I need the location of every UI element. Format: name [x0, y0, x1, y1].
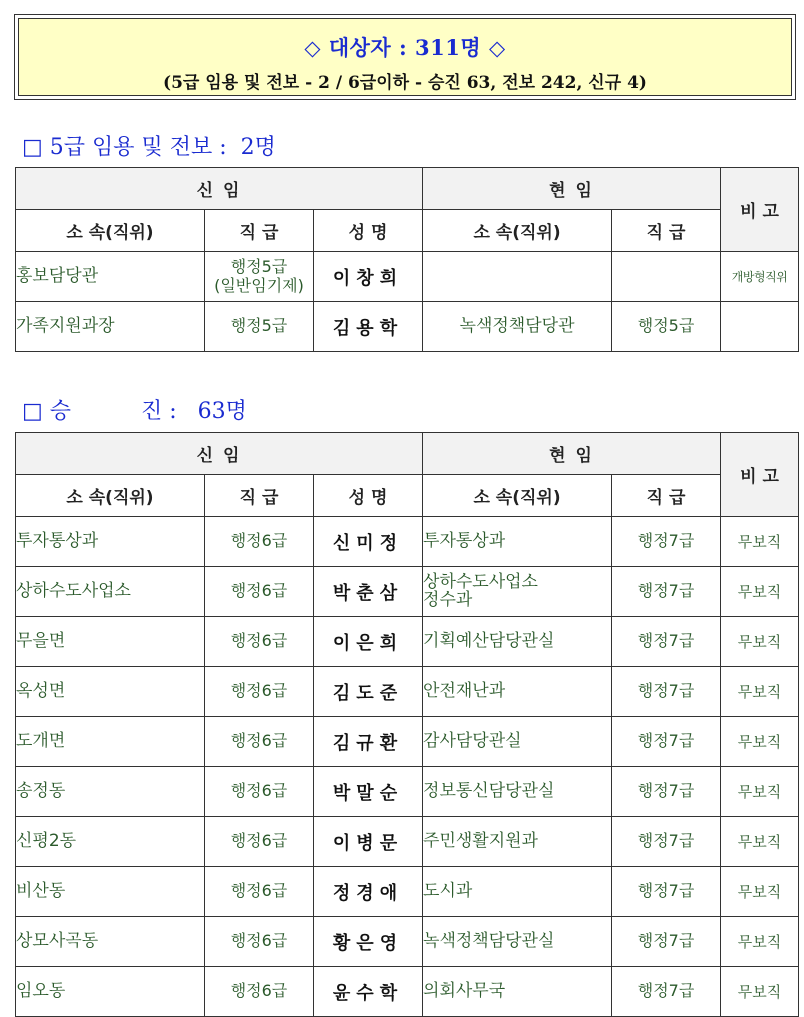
col-cur-org: 소 속(직위) [423, 210, 612, 252]
new-grade [205, 252, 314, 302]
new-grade: 행정6급 [205, 967, 314, 1017]
new-org: 가족지원과장 [16, 302, 205, 352]
col-cur-grade: 직 급 [612, 210, 721, 252]
new-grade: 행정6급 [205, 817, 314, 867]
cur-org: 녹색정책담당관실 [423, 917, 612, 967]
new-org: 상모사곡동 [16, 917, 205, 967]
new-grade: 행정6급 [205, 867, 314, 917]
table-row [16, 817, 799, 867]
cur-grade: 행정7급 [612, 567, 721, 617]
new-org: 도개면 [16, 717, 205, 767]
group-header-new: 신 임 [16, 168, 423, 210]
cur-grade: 행정7급 [612, 667, 721, 717]
table-row [16, 917, 799, 967]
cur-grade: 행정7급 [612, 517, 721, 567]
cur-grade [612, 252, 721, 302]
cur-org: 의회사무국 [423, 967, 612, 1017]
new-grade: 행정6급 [205, 917, 314, 967]
cur-grade: 행정5급 [612, 302, 721, 352]
banner-title: ◇ 대상자 : 311명 ◇ [304, 35, 506, 60]
col-name: 성 명 [314, 210, 423, 252]
note: 무보직 [721, 617, 799, 667]
new-grade: 행정5급 [205, 302, 314, 352]
new-org: 임오동 [16, 967, 205, 1017]
note-header: 비 고 [721, 433, 799, 517]
cur-org: 정보통신담당관실 [423, 767, 612, 817]
col-new-grade: 직 급 [205, 475, 314, 517]
note: 무보직 [721, 817, 799, 867]
cur-org: 도시과 [423, 867, 612, 917]
person-name: 윤수학 [314, 967, 423, 1017]
section-title-promotion [22, 394, 247, 425]
new-grade: 행정6급 [205, 767, 314, 817]
col-new-grade: 직 급 [205, 210, 314, 252]
table-row [16, 767, 799, 817]
table-promotion [15, 432, 799, 1017]
person-name: 황은영 [314, 917, 423, 967]
new-grade: 행정6급 [205, 667, 314, 717]
cur-org-line1: 상하수도사업소 [423, 571, 538, 592]
table-row [16, 617, 799, 667]
new-org: 홍보담당관 [16, 252, 205, 302]
cur-org-line2: 정수과 [423, 589, 473, 610]
new-grade: 행정6급 [205, 717, 314, 767]
new-org: 송정동 [16, 767, 205, 817]
cur-grade: 행정7급 [612, 967, 721, 1017]
group-header-new: 신 임 [16, 433, 423, 475]
section-title-grade5: □ 5급 임용 및 전보 : 2명 [22, 135, 276, 160]
banner-subtitle: (5급 임용 및 전보 - 2 / 6급이하 - 승진 63, 전보 242, 신규 4) [163, 73, 647, 93]
col-cur-grade: 직 급 [612, 475, 721, 517]
cur-org [423, 252, 612, 302]
new-org: 무을면 [16, 617, 205, 667]
note: 무보직 [721, 767, 799, 817]
note: 무보직 [721, 867, 799, 917]
cur-org: 녹색정책담당관 [423, 302, 612, 352]
promotion-rows [16, 517, 799, 1017]
note: 무보직 [721, 917, 799, 967]
group-header-current: 현 임 [423, 168, 721, 210]
note: 무보직 [721, 717, 799, 767]
new-grade-sub: (일반임기제) [214, 275, 304, 295]
note: 개방형직위 [721, 252, 799, 302]
table-grade5 [15, 167, 799, 352]
new-org: 상하수도사업소 [16, 567, 205, 617]
table-row [16, 302, 799, 352]
person-name: 이창희 [314, 252, 423, 302]
person-name: 이병문 [314, 817, 423, 867]
cur-grade: 행정7급 [612, 817, 721, 867]
cur-org: 투자통상과 [423, 517, 612, 567]
person-name: 박말순 [314, 767, 423, 817]
table-row [16, 517, 799, 567]
person-name: 신미정 [314, 517, 423, 567]
cur-grade: 행정7급 [612, 617, 721, 667]
table-row [16, 967, 799, 1017]
col-new-org: 소 속(직위) [16, 475, 205, 517]
cur-org: 안전재난과 [423, 667, 612, 717]
cur-org: 기획예산담당관실 [423, 617, 612, 667]
table-row [16, 717, 799, 767]
new-grade-main: 행정5급 [230, 257, 288, 277]
person-name: 박춘삼 [314, 567, 423, 617]
new-grade: 행정6급 [205, 617, 314, 667]
group-header-current: 현 임 [423, 433, 721, 475]
cur-grade: 행정7급 [612, 867, 721, 917]
note-header: 비 고 [721, 168, 799, 252]
person-name: 김용학 [314, 302, 423, 352]
table-row [16, 667, 799, 717]
new-org: 투자통상과 [16, 517, 205, 567]
section-title-prefix: □ 승 [22, 399, 72, 424]
table-row [16, 252, 799, 302]
new-grade: 행정6급 [205, 567, 314, 617]
note [721, 302, 799, 352]
col-name: 성 명 [314, 475, 423, 517]
table-row [16, 867, 799, 917]
cur-grade: 행정7급 [612, 917, 721, 967]
cur-grade: 행정7급 [612, 767, 721, 817]
col-cur-org: 소 속(직위) [423, 475, 612, 517]
person-name: 정경애 [314, 867, 423, 917]
summary-banner-inner [18, 18, 792, 96]
note: 무보직 [721, 517, 799, 567]
new-org: 옥성면 [16, 667, 205, 717]
note: 무보직 [721, 967, 799, 1017]
summary-banner [14, 14, 796, 100]
cur-grade: 행정7급 [612, 717, 721, 767]
cur-org: 주민생활지원과 [423, 817, 612, 867]
person-name: 김도준 [314, 667, 423, 717]
cur-org [423, 567, 612, 617]
person-name: 이은희 [314, 617, 423, 667]
cur-org: 감사담당관실 [423, 717, 612, 767]
new-grade: 행정6급 [205, 517, 314, 567]
col-new-org: 소 속(직위) [16, 210, 205, 252]
section-title-suffix: 진 : 63명 [141, 399, 247, 424]
person-name: 김규환 [314, 717, 423, 767]
table-row [16, 567, 799, 617]
note: 무보직 [721, 667, 799, 717]
new-org: 비산동 [16, 867, 205, 917]
new-org: 신평2동 [16, 817, 205, 867]
note: 무보직 [721, 567, 799, 617]
